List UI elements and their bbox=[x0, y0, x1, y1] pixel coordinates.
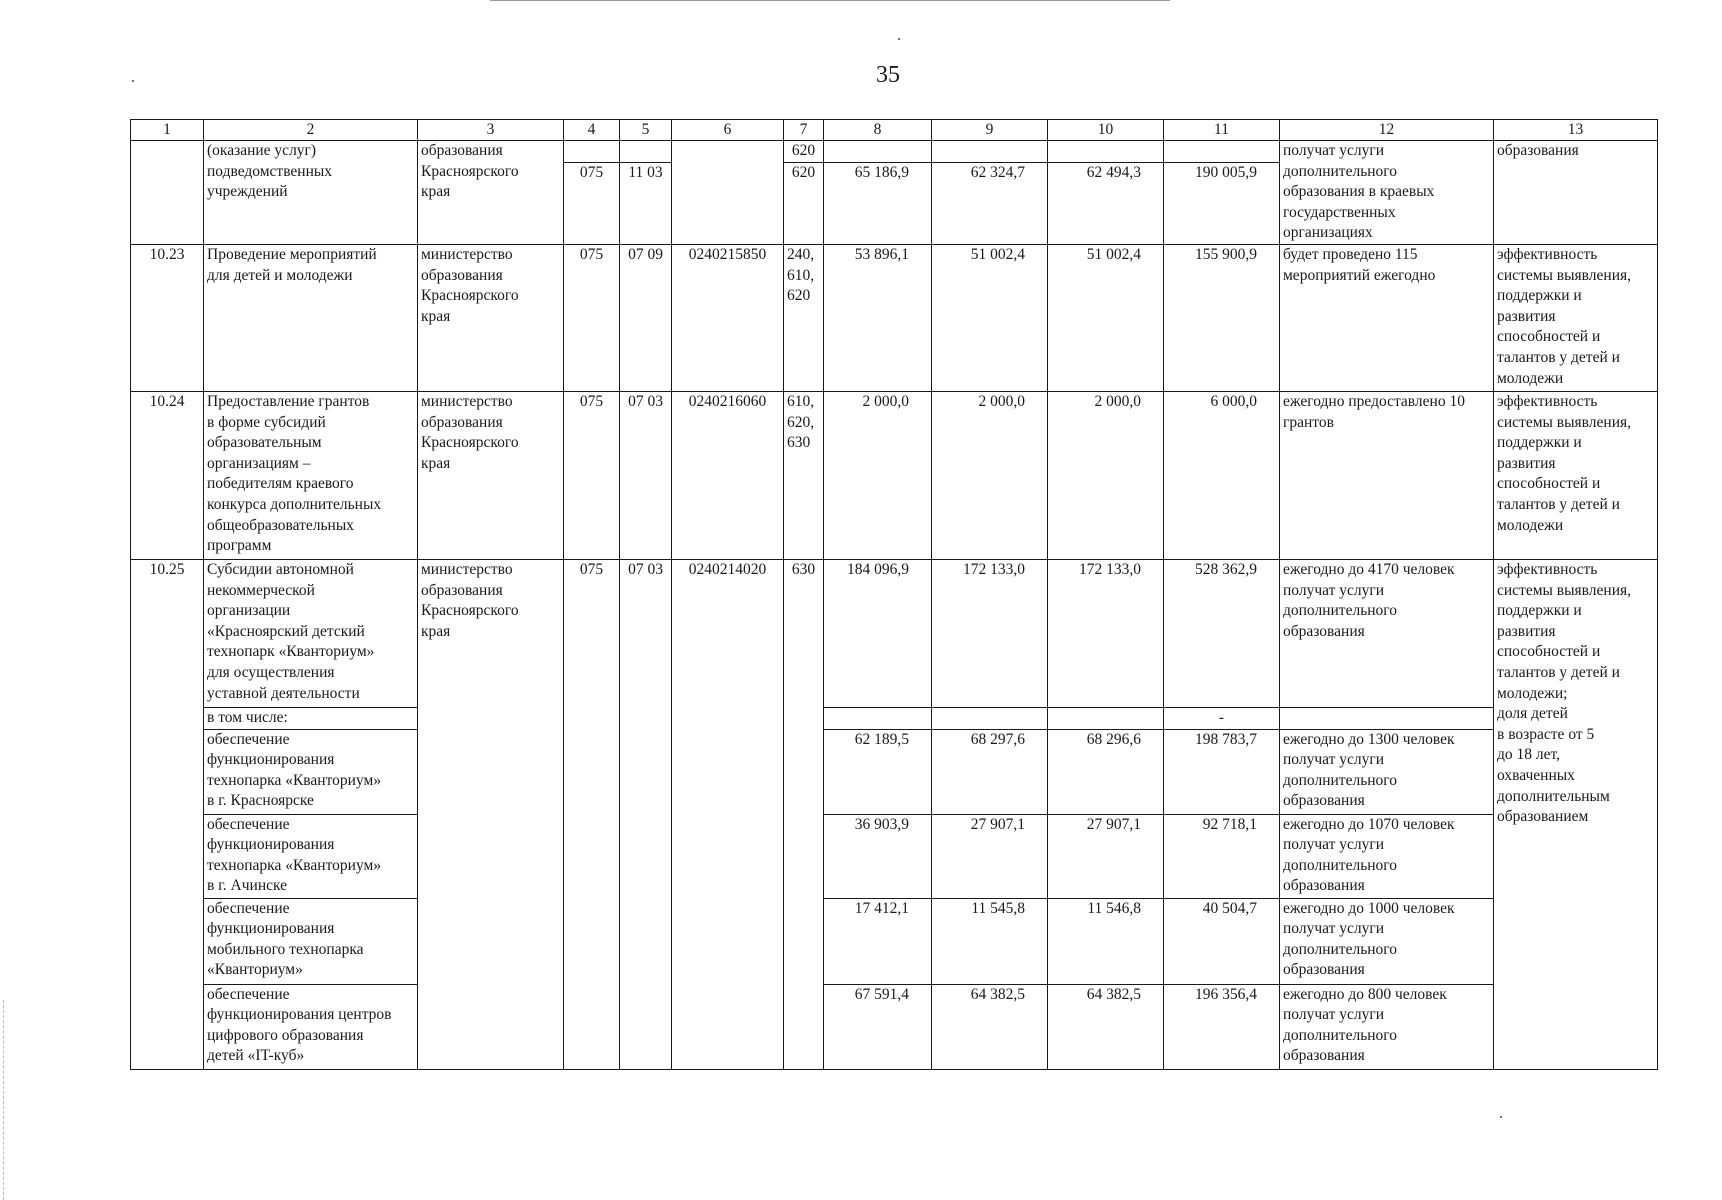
target-article-cell: 0240214020 bbox=[672, 559, 784, 1069]
table-row bbox=[131, 141, 1658, 163]
amount-cell: 196 356,4 bbox=[1164, 984, 1280, 1069]
row-number-cell: 10.24 bbox=[131, 391, 204, 559]
responsible-org-cell: образования Красноярского края bbox=[418, 141, 564, 245]
column-number: 13 bbox=[1494, 120, 1658, 141]
amount-cell: 62 189,5 bbox=[824, 729, 932, 814]
amount-cell: 172 133,0 bbox=[1048, 559, 1164, 707]
table-row bbox=[131, 814, 1658, 898]
budget-code-cell bbox=[564, 141, 620, 163]
measure-name-cell: обеспечение функционирования технопарка «Кванториум» в г. Ачинске bbox=[204, 814, 418, 898]
expense-type-cell: 620 bbox=[784, 141, 824, 163]
amount-cell: 27 907,1 bbox=[932, 814, 1048, 898]
expected-result-cell: ежегодно предоставлено 10 грантов bbox=[1280, 391, 1494, 559]
target-article-cell bbox=[672, 141, 784, 245]
table-row bbox=[131, 707, 1658, 729]
column-number: 4 bbox=[564, 120, 620, 141]
responsible-org-cell: министерство образования Красноярского края bbox=[418, 244, 564, 391]
responsible-org-cell: министерство образования Красноярского края bbox=[418, 391, 564, 559]
table-row bbox=[131, 898, 1658, 984]
amount-cell bbox=[932, 707, 1048, 729]
column-number: 10 bbox=[1048, 120, 1164, 141]
expense-type-cell: 630 bbox=[784, 559, 824, 1069]
amount-cell: 62 324,7 bbox=[932, 162, 1048, 244]
amount-cell: 67 591,4 bbox=[824, 984, 932, 1069]
section-code-cell bbox=[620, 141, 672, 163]
measure-name-cell: Субсидии автономной некоммерческой организации «Красноярский детский технопарк «Кванториум» для осуществления уставной деятельности bbox=[204, 559, 418, 707]
amount-cell: 190 005,9 bbox=[1164, 162, 1280, 244]
amount-cell: 53 896,1 bbox=[824, 244, 932, 391]
section-code-cell: 11 03 bbox=[620, 162, 672, 244]
amount-cell: 155 900,9 bbox=[1164, 244, 1280, 391]
amount-cell: 51 002,4 bbox=[1048, 244, 1164, 391]
expected-result-cell: ежегодно до 1300 человек получат услуги дополнительного образования bbox=[1280, 729, 1494, 814]
section-code-cell: 07 03 bbox=[620, 391, 672, 559]
target-article-cell: 0240215850 bbox=[672, 244, 784, 391]
row-number-cell bbox=[131, 141, 204, 245]
amount-cell: 6 000,0 bbox=[1164, 391, 1280, 559]
column-number: 11 bbox=[1164, 120, 1280, 141]
expense-type-cell: 240, 610, 620 bbox=[784, 244, 824, 391]
measure-name-cell: обеспечение функционирования центров цифрового образования детей «IT-куб» bbox=[204, 984, 418, 1069]
amount-cell bbox=[824, 707, 932, 729]
amount-cell: 2 000,0 bbox=[824, 391, 932, 559]
program-measures-table bbox=[130, 119, 1658, 1070]
column-number: 1 bbox=[131, 120, 204, 141]
indicator-cell: эффективность системы выявления, поддержки и развития способностей и талантов у детей и молодежи bbox=[1494, 244, 1658, 391]
column-number: 12 bbox=[1280, 120, 1494, 141]
amount-cell: 172 133,0 bbox=[932, 559, 1048, 707]
row-number-cell: 10.25 bbox=[131, 559, 204, 1069]
target-article-cell: 0240216060 bbox=[672, 391, 784, 559]
expected-result-cell: ежегодно до 1000 человек получат услуги дополнительного образования bbox=[1280, 898, 1494, 984]
measure-name-cell: обеспечение функционирования технопарка «Кванториум» в г. Красноярске bbox=[204, 729, 418, 814]
indicator-cell: эффективность системы выявления, поддержки и развития способностей и талантов у детей и молодежи; доля детей в возрасте от 5 до 18 лет, охваченных дополнительным образованием bbox=[1494, 559, 1658, 1069]
amount-cell: 92 718,1 bbox=[1164, 814, 1280, 898]
column-number: 8 bbox=[824, 120, 932, 141]
amount-cell: 2 000,0 bbox=[932, 391, 1048, 559]
amount-cell: 198 783,7 bbox=[1164, 729, 1280, 814]
responsible-org-cell: министерство образования Красноярского края bbox=[418, 559, 564, 1069]
amount-cell: 64 382,5 bbox=[1048, 984, 1164, 1069]
amount-cell: 27 907,1 bbox=[1048, 814, 1164, 898]
table-row bbox=[131, 559, 1658, 707]
amount-cell: 64 382,5 bbox=[932, 984, 1048, 1069]
column-number-header-row bbox=[131, 120, 1658, 141]
scan-speck bbox=[898, 38, 900, 40]
budget-code-cell: 075 bbox=[564, 244, 620, 391]
indicator-cell: эффективность системы выявления, поддержки и развития способностей и талантов у детей и молодежи bbox=[1494, 391, 1658, 559]
scan-speck bbox=[1500, 1116, 1502, 1118]
column-number: 2 bbox=[204, 120, 418, 141]
amount-cell: 184 096,9 bbox=[824, 559, 932, 707]
expected-result-cell: получат услуги дополнительного образования в краевых государственных организациях bbox=[1280, 141, 1494, 245]
amount-cell bbox=[824, 141, 932, 163]
scan-top-line bbox=[490, 0, 1170, 1]
budget-code-cell: 075 bbox=[564, 559, 620, 1069]
column-number: 3 bbox=[418, 120, 564, 141]
amount-cell: 36 903,9 bbox=[824, 814, 932, 898]
measure-name-cell: обеспечение функционирования мобильного технопарка «Кванториум» bbox=[204, 898, 418, 984]
expected-result-cell: ежегодно до 1070 человек получат услуги дополнительного образования bbox=[1280, 814, 1494, 898]
budget-code-cell: 075 bbox=[564, 391, 620, 559]
amount-cell: 62 494,3 bbox=[1048, 162, 1164, 244]
section-code-cell: 07 09 bbox=[620, 244, 672, 391]
expense-type-cell: 610, 620, 630 bbox=[784, 391, 824, 559]
amount-cell: 11 545,8 bbox=[932, 898, 1048, 984]
expected-result-cell: будет проведено 115 мероприятий ежегодно bbox=[1280, 244, 1494, 391]
amount-cell: - bbox=[1164, 707, 1280, 729]
row-number-cell: 10.23 bbox=[131, 244, 204, 391]
section-code-cell: 07 03 bbox=[620, 559, 672, 1069]
amount-cell bbox=[1048, 141, 1164, 163]
amount-cell bbox=[1048, 707, 1164, 729]
expected-result-cell bbox=[1280, 707, 1494, 729]
measure-name-cell: Проведение мероприятий для детей и молодежи bbox=[204, 244, 418, 391]
expected-result-cell: ежегодно до 4170 человек получат услуги дополнительного образования bbox=[1280, 559, 1494, 707]
measure-name-cell: Предоставление грантов в форме субсидий образовательным организациям – победителям краевого конкурса дополнительных общеобразовательных программ bbox=[204, 391, 418, 559]
column-number: 9 bbox=[932, 120, 1048, 141]
amount-cell: 11 546,8 bbox=[1048, 898, 1164, 984]
amount-cell bbox=[932, 141, 1048, 163]
column-number: 5 bbox=[620, 120, 672, 141]
budget-code-cell: 075 bbox=[564, 162, 620, 244]
including-label-cell: в том числе: bbox=[204, 707, 418, 729]
table-row bbox=[131, 244, 1658, 391]
amount-cell: 528 362,9 bbox=[1164, 559, 1280, 707]
amount-cell: 68 297,6 bbox=[932, 729, 1048, 814]
measure-name-cell: (оказание услуг) подведомственных учреждений bbox=[204, 141, 418, 245]
table-row bbox=[131, 984, 1658, 1069]
scan-edge-mark bbox=[3, 1000, 5, 1200]
table-row bbox=[131, 729, 1658, 814]
column-number: 6 bbox=[672, 120, 784, 141]
amount-cell: 40 504,7 bbox=[1164, 898, 1280, 984]
expected-result-cell: ежегодно до 800 человек получат услуги дополнительного образования bbox=[1280, 984, 1494, 1069]
column-number: 7 bbox=[784, 120, 824, 141]
amount-cell: 17 412,1 bbox=[824, 898, 932, 984]
table-row bbox=[131, 391, 1658, 559]
amount-cell bbox=[1164, 141, 1280, 163]
expense-type-cell: 620 bbox=[784, 162, 824, 244]
indicator-cell: образования bbox=[1494, 141, 1658, 245]
amount-cell: 68 296,6 bbox=[1048, 729, 1164, 814]
amount-cell: 51 002,4 bbox=[932, 244, 1048, 391]
page-number: 35 bbox=[876, 62, 900, 88]
scan-speck bbox=[132, 80, 134, 82]
amount-cell: 2 000,0 bbox=[1048, 391, 1164, 559]
amount-cell: 65 186,9 bbox=[824, 162, 932, 244]
